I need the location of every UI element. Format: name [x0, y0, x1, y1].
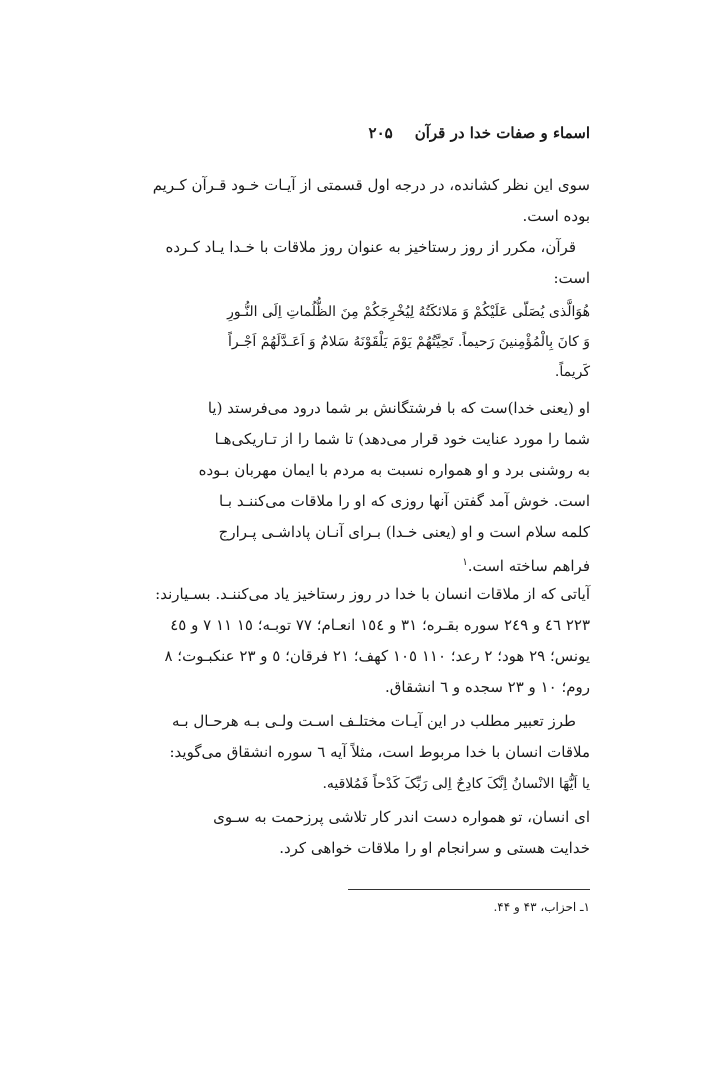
- text-line: بوده است.: [522, 207, 590, 225]
- translation-line: شما را مورد عنایت خود قرار می‌دهد) تا شما را از تـاریکی‌هـا: [214, 430, 590, 448]
- text-line: است:: [553, 269, 590, 287]
- translation-line: کلمه سلام است و او (یعنی خـدا) بـرای آنـان پاداشـی پـرارج: [218, 523, 590, 541]
- quran-verse-line: وَ کانَ بِالْمُؤْمِنینَ رَحیماً. تَحِیَّتُهُمْ یَوْمَ یَلْقَوْنَهُ سَلامٌ وَ اَعَـدَّلَهُمْ اَجْـراً: [228, 334, 590, 350]
- translation-line: به روشنی برد و او همواره نسبت به مردم با ایمان مهربان بـوده: [198, 461, 590, 479]
- text-line: قرآن، مکرر از روز رستاخیز به عنوان روز ملاقات با خـدا یـاد کـرده: [165, 238, 576, 256]
- footnote-divider: [348, 889, 590, 890]
- text-line: سوی این نظر کشانده، در درجه اول قسمتی از آیـات خـود قـرآن کـریم: [152, 176, 590, 194]
- text-line: ۲۲۳ ٤٦ و ۲٤۹ سوره بقـره؛ ۳۱ و ۱٥٤ انعـام؛ ۷۷ توبـه؛ ۱٥ ۱۱ ۷ و ٤٥: [170, 616, 590, 634]
- chapter-title: اسماء و صفات خدا در قرآن: [414, 124, 590, 142]
- text-line: آیاتی که از ملاقات انسان با خدا در روز رستاخیز یاد می‌کننـد. بسـیارند:: [155, 585, 590, 603]
- quran-verse-line: هُوَالَّذی یُصَلّی عَلَیْکُمْ وَ مَلائکَتُهُ لِیُخْرِجَکُمْ مِنَ الظُّلُماتِ اِلَی النُّـورِ: [227, 304, 590, 320]
- page-number: ۲۰۵: [368, 124, 393, 142]
- footnote: ۱ـ احزاب، ۴۳ و ۴۴.: [493, 900, 590, 914]
- translation-line: خدایت هستی و سرانجام او را ملاقات خواهی کرد.: [279, 839, 590, 857]
- translation-line-text: فراهم ساخته است.: [467, 557, 590, 575]
- text-line: ملاقات انسان با خدا مربوط است، مثلاً آیه ٦ سوره انشقاق می‌گوید:: [169, 743, 590, 761]
- text-line: روم؛ ۱۰ و ۲۳ سجده و ٦ انشقاق.: [385, 678, 590, 696]
- text-line: طرز تعبیر مطلب در این آیـات مختلـف اسـت ولـی بـه هرحـال بـه: [171, 712, 576, 730]
- quran-verse-line: کَریماً.: [554, 364, 590, 380]
- translation-line: او (یعنی خدا)ست که با فرشتگانش بر شما درود می‌فرستد (یا: [207, 399, 590, 417]
- translation-line: ای انسان، تو همواره دست اندر کار تلاشی پرزحمت به سـوی: [213, 808, 590, 826]
- running-header: [118, 118, 590, 148]
- translation-line: است. خوش آمد گفتن آنها روزی که او را ملاقات می‌کننـد بـا: [218, 492, 590, 510]
- quran-verse-line: یا اَیُّهَا الانْسانُ اِنَّکَ کادِحٌ اِلی رَبِّکَ کَدْحاً فَمُلاقیه.: [322, 776, 590, 792]
- translation-line-last: [462, 548, 590, 581]
- text-line: یونس؛ ۲۹ هود؛ ۲ رعد؛ ۱۱۰ ۱۰٥ کهف؛ ۲۱ فرقان؛ ٥ و ۲۳ عنکبـوت؛ ۸: [164, 647, 590, 665]
- footnote-reference: ۱: [462, 557, 468, 568]
